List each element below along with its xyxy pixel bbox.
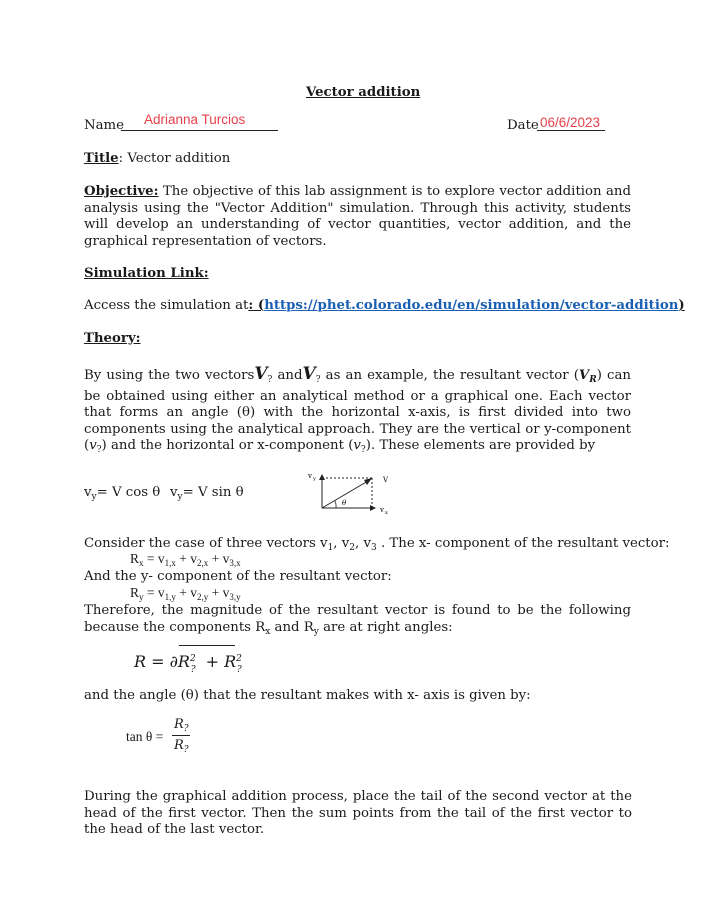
title-line (84, 151, 230, 168)
and-y-component-line: And the y- component of the resultant vector: (84, 569, 392, 584)
theory-text-d: ) and the horizontal or x-component ( (101, 438, 354, 454)
rx-equation: $R_x = v_{1,x} + v_{2,x} + v_{3,x}$ (130, 551, 241, 568)
name-underline (121, 130, 278, 131)
vx-symbol: v (353, 438, 361, 454)
ry-equation: $R_y = v_{1,y} + v_{2,y} + v_{3,y}$ (130, 585, 241, 602)
therefore-paragraph: Therefore, the magnitude of the resultant vector is found to be the following because the components $R_x$ and $R_y$ are at right angles: (84, 603, 631, 637)
theory-text-b: as an example, the resultant vector ( (320, 368, 579, 383)
access-colon: : (248, 298, 254, 313)
date-value[interactable]: 06/6/2023 (540, 115, 601, 130)
vy-cos-equation: $v_y= V$ cos θ (84, 485, 161, 502)
resultant-sub: R (589, 375, 597, 385)
vector-v2-sub: ? (315, 375, 321, 385)
theory-text-a: By using the two vectors (84, 368, 255, 383)
theory-paragraph (84, 366, 631, 459)
objective-label: Objective: (84, 184, 159, 199)
magnitude-formula: $R = \partial R^2_? + R^2_?$ (134, 652, 242, 675)
link-close-paren: ) (678, 298, 685, 313)
vy-symbol: v (89, 438, 97, 454)
diagram-vx-label: v (380, 506, 384, 514)
vy-sub: ? (96, 445, 102, 456)
resultant-symbol: V (578, 368, 590, 383)
vector-v1-sub: ? (267, 375, 273, 385)
vx-sub: ? (360, 445, 366, 456)
consider-line: Consider the case of three vectors $v_1$, $v_2$, $v_3$ . The x- component of the resultant vector: (84, 536, 670, 553)
page-title: Vector addition (306, 85, 421, 100)
title-label: Title (84, 151, 119, 166)
tan-lhs: tan θ = (126, 729, 164, 744)
tan-denominator: $R_?$ (174, 738, 189, 755)
simulation-link[interactable]: https://phet.colorado.edu/en/simulation/vector-addition (264, 298, 679, 313)
vector-v1-symbol: V (254, 364, 268, 384)
fraction-bar (172, 735, 190, 736)
link-open-paren: ( (253, 298, 265, 313)
theory-and: and (272, 368, 303, 383)
simulation-link-heading: Simulation Link: (84, 266, 209, 281)
vector-components-diagram (302, 466, 398, 516)
objective-paragraph (84, 184, 631, 250)
components-diagram-svg (302, 466, 398, 516)
date-underline (537, 130, 605, 131)
diagram-vy-label: v (308, 472, 312, 480)
theory-text-e: ). These elements are provided by (365, 438, 596, 454)
angle-line: and the angle (θ) that the resultant makes with x- axis is given by: (84, 688, 531, 703)
name-label: Name (84, 118, 125, 133)
access-text: Access the simulation at (84, 298, 249, 313)
date-label: Date (507, 118, 539, 133)
vector-v2-symbol: V (302, 364, 316, 384)
diagram-vx-sub: x (385, 510, 388, 516)
diagram-theta-label: θ (342, 499, 347, 507)
objective-text: The objective of this lab assignment is to explore vector addition and analysis using the "Vector Addition" simulation. Through this activity, students will develop an understanding of vector quantities, vector addition, and the graphical representation of vectors. (84, 184, 631, 249)
diagram-v-label: V (383, 476, 389, 484)
graphical-paragraph: During the graphical addition process, place the tail of the second vector at the head of the first vector. Then the sum points from the tail of the first vector to the head of the last vector. (84, 789, 632, 838)
sqrt-bar (179, 645, 235, 646)
access-line (84, 298, 685, 315)
theory-text-c: ) can be obtained using either an analytical method or a graphical one. Each vector that forms an angle (θ) with the horizontal x-axis, is first divided into two components using the analytical approach. They are the vertical or y-component ( (84, 368, 631, 454)
name-value[interactable]: Adrianna Turcios (144, 112, 246, 127)
vy-sin-equation: $v_y= V$ sin θ (170, 485, 244, 502)
diagram-vy-sub: y (313, 476, 316, 482)
theory-heading: Theory: (84, 331, 141, 346)
tan-numerator: $R_?$ (174, 717, 189, 734)
title-text: : Vector addition (118, 151, 231, 166)
